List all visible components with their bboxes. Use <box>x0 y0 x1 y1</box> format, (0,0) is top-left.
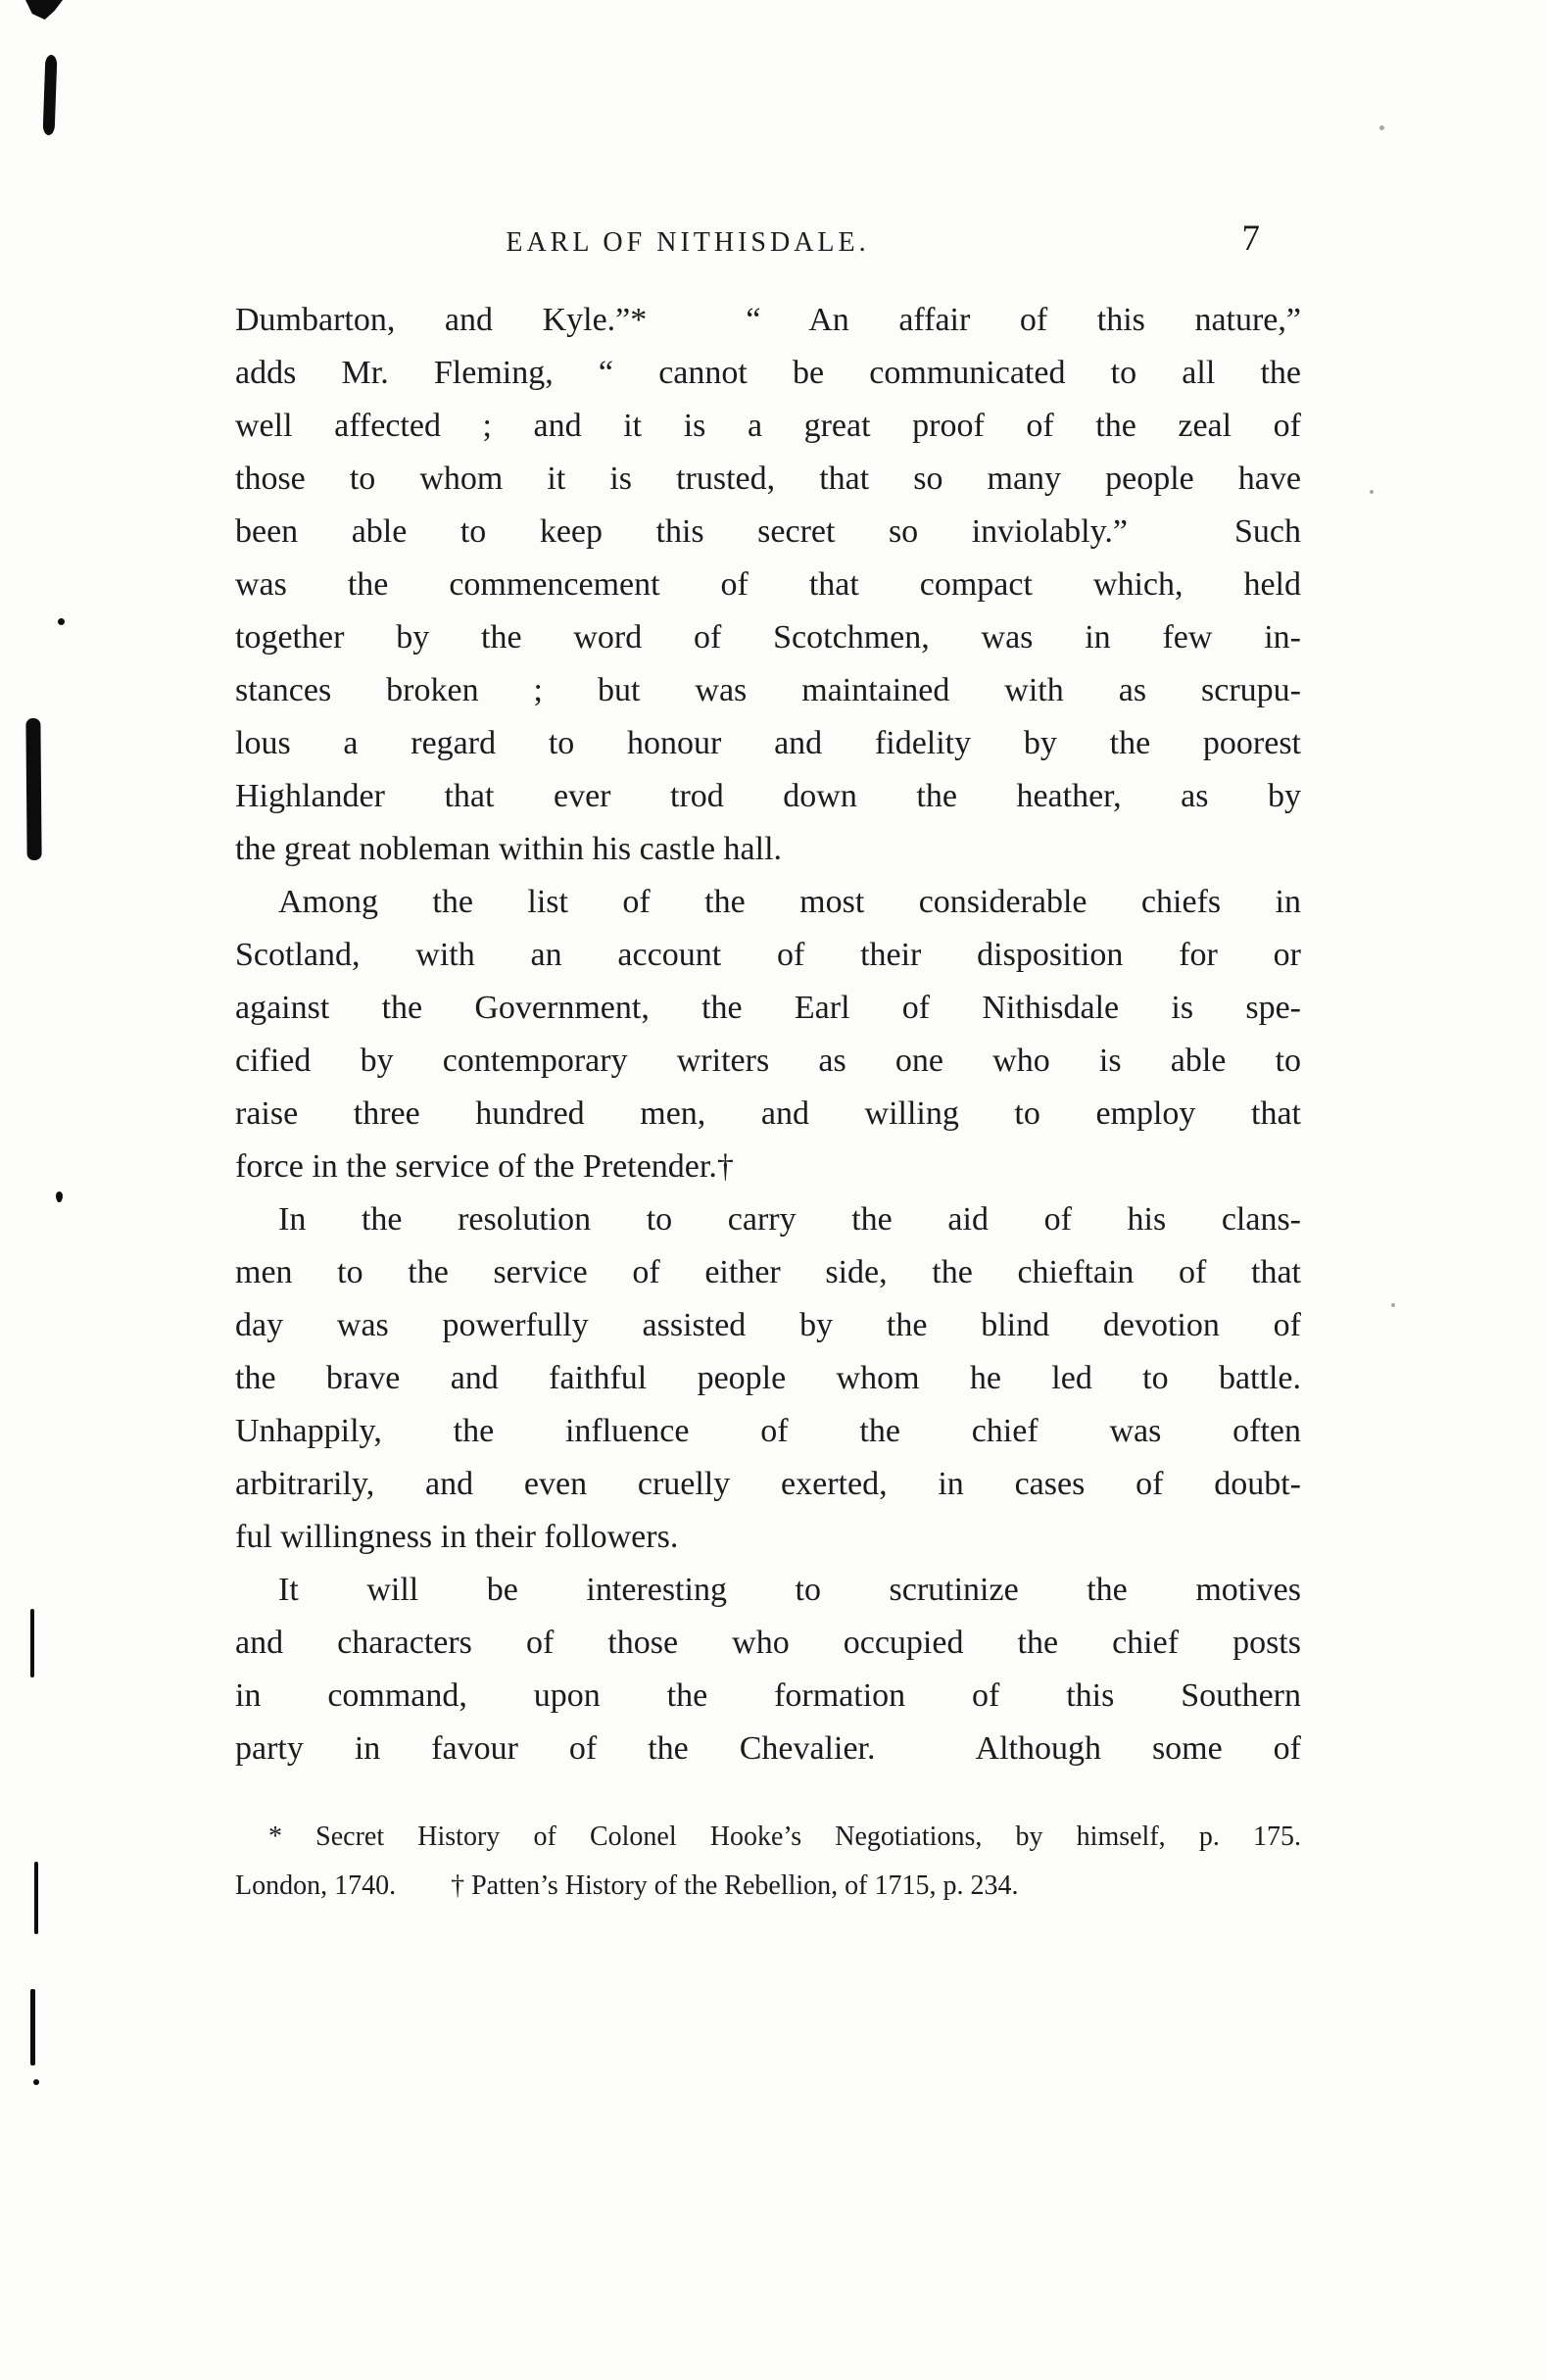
scan-artifact <box>33 2079 39 2085</box>
text-line: arbitrarily, and even cruelly exerted, in cases of doubt- <box>235 1466 1301 1502</box>
text-line: In the resolution to carry the aid of his clans- <box>278 1201 1301 1238</box>
text-line: in command, upon the formation of this Southern <box>235 1677 1301 1714</box>
text-line: was the commencement of that compact which, held <box>235 566 1301 603</box>
text-line: stances broken ; but was maintained with as scrupu- <box>235 672 1301 708</box>
text-line: Scotland, with an account of their disposition for or <box>235 937 1301 973</box>
page-header <box>235 216 1301 278</box>
scan-artifact <box>30 1609 34 1677</box>
scan-artifact <box>34 1862 38 1934</box>
text-line: Among the list of the most considerable chiefs in <box>278 884 1301 920</box>
scan-speck <box>1391 1303 1395 1307</box>
text-line: the brave and faithful people whom he led to battle. <box>235 1360 1301 1396</box>
text-line: cified by contemporary writers as one who is able to <box>235 1043 1301 1079</box>
scan-speck <box>1370 490 1374 494</box>
text-line: Highlander that ever trod down the heather, as by <box>235 778 1301 814</box>
text-line: lous a regard to honour and fidelity by the poorest <box>235 725 1301 761</box>
text-line: Dumbarton, and Kyle.”* “ An affair of this nature,” <box>235 302 1301 338</box>
text-line: ful willingness in their followers. <box>235 1519 679 1555</box>
text-line: well affected ; and it is a great proof of the zeal of <box>235 408 1301 444</box>
scan-artifact <box>25 718 41 860</box>
body-text <box>235 294 1301 1775</box>
running-header-title: EARL OF NITHISDALE. <box>506 227 870 258</box>
footnote-line: * Secret History of Colonel Hooke’s Negotiations, by himself, p. 175. <box>268 1821 1301 1852</box>
text-line: those to whom it is trusted, that so many people have <box>235 461 1301 497</box>
text-line: day was powerfully assisted by the blind devotion of <box>235 1307 1301 1343</box>
text-line: the great nobleman within his castle hall. <box>235 831 783 867</box>
page-number: 7 <box>1241 219 1260 259</box>
text-line: adds Mr. Fleming, “ cannot be communicated to all the <box>235 355 1301 391</box>
scan-artifact <box>56 1191 63 1202</box>
scan-artifact <box>58 618 65 625</box>
text-line: It will be interesting to scrutinize the motives <box>278 1572 1301 1608</box>
scan-artifact <box>25 0 63 20</box>
footnote-line: London, 1740. † Patten’s History of the Rebellion, of 1715, p. 234. <box>235 1870 1019 1901</box>
text-line: been able to keep this secret so inviolably.” Such <box>235 513 1301 550</box>
text-line: together by the word of Scotchmen, was in few in- <box>235 619 1301 656</box>
text-line: Unhappily, the influence of the chief was often <box>235 1413 1301 1449</box>
text-line: force in the service of the Pretender.† <box>235 1148 734 1185</box>
footnotes <box>235 1813 1301 1911</box>
text-line: men to the service of either side, the chieftain of that <box>235 1254 1301 1290</box>
scan-speck <box>1379 125 1384 130</box>
scan-artifact <box>43 55 58 135</box>
text-line: against the Government, the Earl of Nithisdale is spe- <box>235 990 1301 1026</box>
text-line: raise three hundred men, and willing to employ that <box>235 1095 1301 1132</box>
text-line: and characters of those who occupied the chief posts <box>235 1625 1301 1661</box>
scan-artifact <box>30 1989 35 2065</box>
text-line: party in favour of the Chevalier. Although some of <box>235 1730 1301 1767</box>
